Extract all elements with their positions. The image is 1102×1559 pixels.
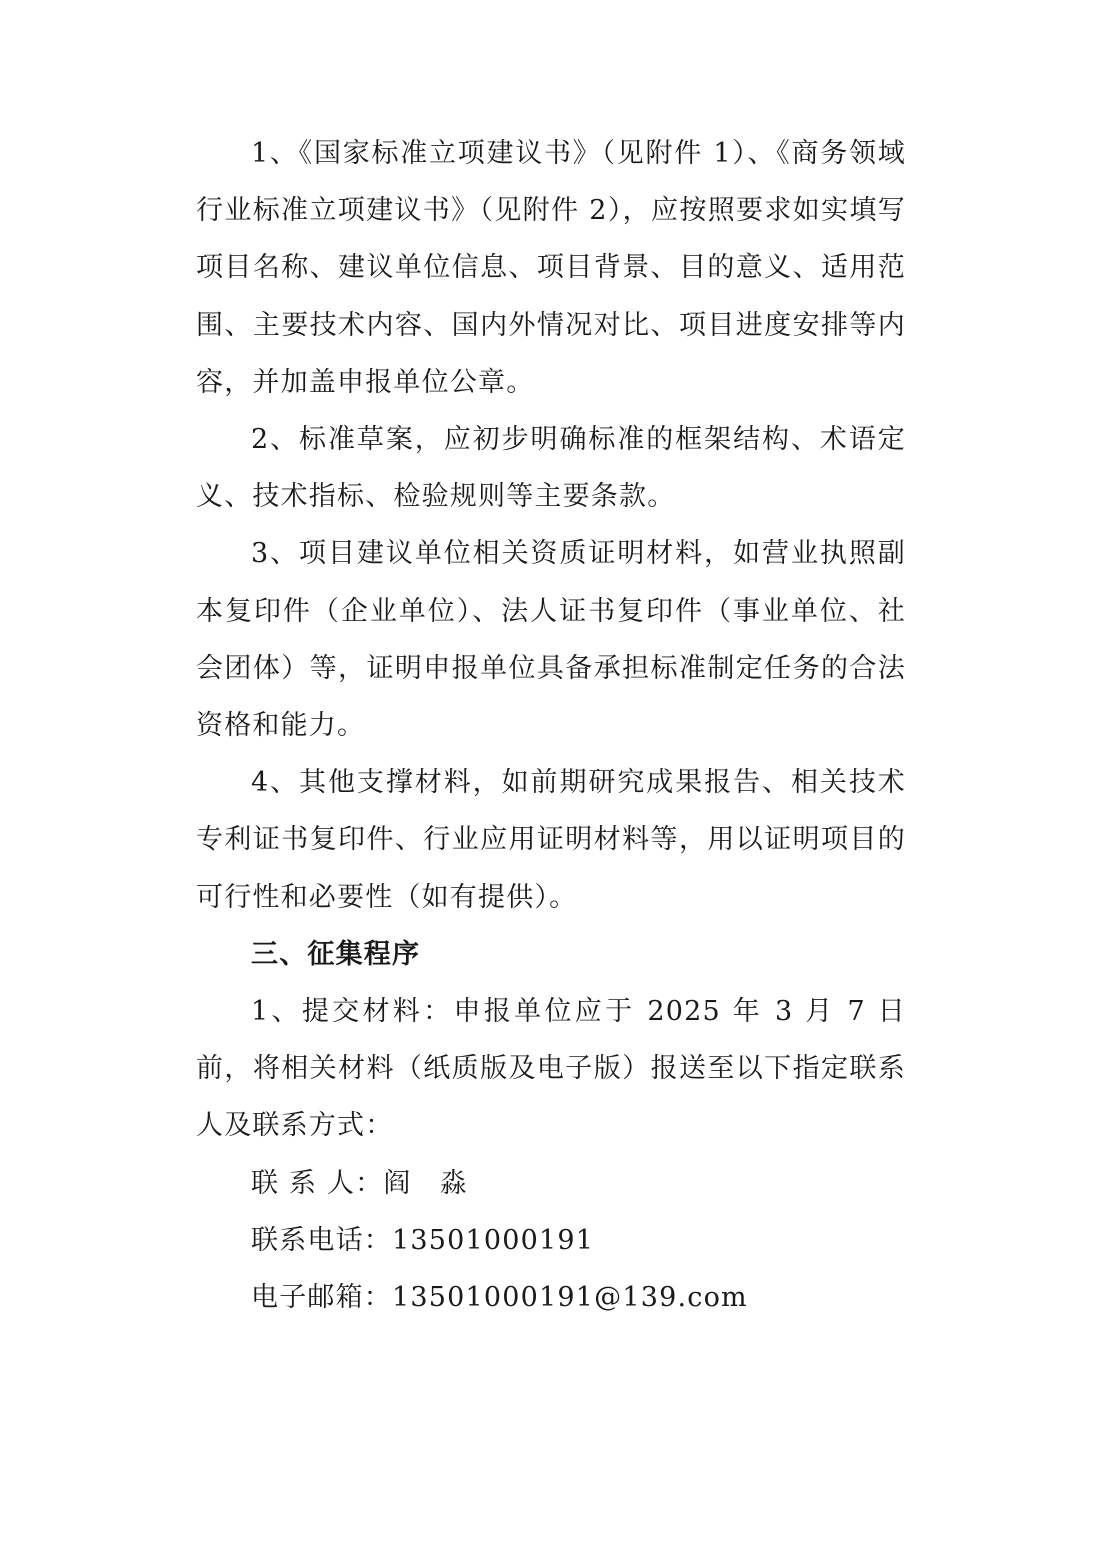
contact-phone-line	[196, 1212, 906, 1269]
contact-person-line	[196, 1155, 906, 1212]
section-heading: 三、征集程序	[251, 938, 421, 970]
contact-email-line	[196, 1269, 906, 1326]
paragraph-procedure-1: 1、提交材料：申报单位应于 2025 年 3 月 7 日前，将相关材料（纸质版及电子版）报送至以下指定联系人及联系方式：	[196, 996, 906, 1142]
contact-phone-value: 13501000191	[392, 1224, 595, 1256]
paragraph-material-1: 1、《国家标准立项建议书》（见附件 1）、《商务领域行业标准立项建议书》（见附件 2），应按照要求如实填写项目名称、建议单位信息、项目背景、目的意义、适用范围、主要技术内容、国内外情况对比、项目进度安排等内容，并加盖申报单位公章。	[196, 138, 906, 398]
contact-email-value: 13501000191@139.com	[392, 1282, 748, 1314]
paragraph-material-4: 4、其他支撑材料，如前期研究成果报告、相关技术专利证书复印件、行业应用证明材料等，用以证明项目的可行性和必要性（如有提供）。	[196, 767, 906, 913]
contact-person-label: 联 系 人：	[251, 1167, 384, 1199]
paragraph-material-2: 2、标准草案，应初步明确标准的框架结构、术语定义、技术指标、检验规则等主要条款。	[196, 424, 906, 513]
contact-person-value: 阎 淼	[383, 1167, 468, 1199]
contact-phone-label: 联系电话：	[251, 1224, 392, 1256]
paragraph-material-3: 3、项目建议单位相关资质证明材料，如营业执照副本复印件（企业单位）、法人证书复印件（事业单位、社会团体）等，证明申报单位具备承担标准制定任务的合法资格和能力。	[196, 538, 906, 742]
contact-email-label: 电子邮箱：	[251, 1282, 392, 1314]
